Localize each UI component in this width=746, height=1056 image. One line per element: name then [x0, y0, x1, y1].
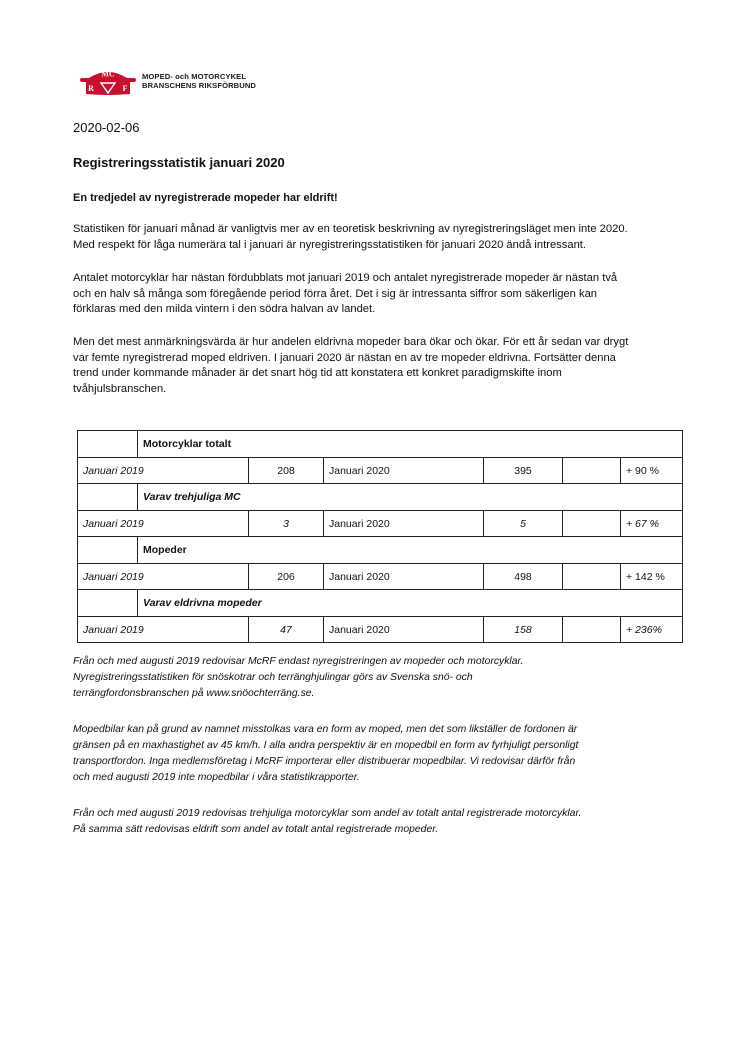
period-2019: Januari 2019	[78, 458, 249, 484]
paragraph-line: var femte nyregistrerad moped eldriven. I januari 2020 är nästan en av tre mopeder eldrivna. Fortsätter denna	[73, 351, 616, 364]
value-2020: 158	[484, 617, 563, 643]
section-label: Motorcyklar totalt	[138, 431, 683, 458]
table-section-row	[78, 537, 683, 564]
table-section-row	[78, 590, 683, 617]
empty-cell	[563, 458, 621, 484]
logo-mc: MC	[101, 69, 115, 79]
paragraph-line: förklaras med den milda vintern i den södra halvan av landet.	[73, 303, 376, 315]
value-2020: 498	[484, 564, 563, 590]
document-title: Registreringsstatistik januari 2020	[73, 155, 285, 170]
logo-f: F	[122, 84, 128, 93]
logo-r: R	[88, 84, 94, 93]
change-value: + 236%	[621, 617, 683, 643]
paragraph-line: Statistiken för januari månad är vanligtvis mer av en teoretisk beskrivning av nyregistreringsläget men inte 2020.	[73, 223, 628, 235]
document-date: 2020-02-06	[73, 120, 140, 135]
value-2019: 3	[249, 511, 324, 537]
table-cell	[78, 590, 138, 617]
value-2019: 208	[249, 458, 324, 484]
org-name	[142, 72, 256, 91]
note-line: Från och med augusti 2019 redovisas trehjuliga motorcyklar som andel av totalt antal registrerade motorcyklar.	[73, 808, 582, 819]
table-row	[78, 511, 683, 537]
table-cell	[78, 537, 138, 564]
paragraph-line: och en halv så många som föregående period förra året. Det i sig är intressanta siffror som säkerligen kan	[73, 287, 598, 300]
table-cell	[78, 484, 138, 511]
period-2019: Januari 2019	[78, 511, 249, 537]
empty-cell	[563, 617, 621, 643]
period-2020: Januari 2020	[324, 617, 484, 643]
paragraph-1	[73, 222, 683, 253]
change-value: + 90 %	[621, 458, 683, 484]
section-label: Varav eldrivna mopeder	[138, 590, 683, 617]
note-line: Nyregistreringsstatistiken för snöskotrar och terränghjulingar görs av Svenska snö- och	[73, 672, 473, 683]
table-section-row	[78, 484, 683, 511]
section-label: Varav trehjuliga MC	[138, 484, 683, 511]
value-2019: 206	[249, 564, 324, 590]
note-line: Mopedbilar kan på grund av namnet misstolkas vara en form av moped, men det som likställer de fordonen är	[73, 724, 578, 735]
note-2	[73, 722, 693, 786]
section-label: Mopeder	[138, 537, 683, 564]
period-2020: Januari 2020	[324, 564, 484, 590]
paragraph-line: Antalet motorcyklar har nästan fördubblats mot januari 2019 och antalet nyregistrerade mopeder är nästan två	[73, 272, 618, 284]
paragraph-3	[73, 335, 683, 397]
period-2019: Januari 2019	[78, 564, 249, 590]
mcrf-logo	[78, 66, 138, 98]
paragraph-line: Men det mest anmärkningsvärda är hur andelen eldrivna mopeder bara ökar och ökar. För ett år sedan var drygt	[73, 336, 629, 348]
empty-cell	[563, 564, 621, 590]
paragraph-line: tvåhjulsbranschen.	[73, 382, 167, 395]
period-2020: Januari 2020	[324, 511, 484, 537]
note-line: På samma sätt redovisas eldrift som andel av totalt antal registrerade mopeder.	[73, 824, 439, 835]
note-3	[73, 806, 693, 838]
empty-cell	[563, 511, 621, 537]
paragraph-line: Med respekt för låga numerära tal i januari är nyregistreringsstatistiken för januari 2020 ändå intressant.	[73, 238, 587, 251]
period-2020: Januari 2020	[324, 458, 484, 484]
note-line: Från och med augusti 2019 redovisar McRF endast nyregistreringen av mopeder och motorcyklar.	[73, 656, 524, 667]
table-row	[78, 458, 683, 484]
org-line2: BRANSCHENS RIKSFÖRBUND	[142, 81, 256, 91]
document-subtitle: En tredjedel av nyregistrerade mopeder har eldrift!	[73, 192, 338, 204]
note-line: gränsen på en maxhastighet av 45 km/h. I alla andra perspektiv är en mopedbil en form av fyrhjuligt personligt	[73, 740, 579, 751]
paragraph-2	[73, 271, 683, 318]
logo-band	[80, 78, 136, 82]
change-value: + 142 %	[621, 564, 683, 590]
value-2020: 395	[484, 458, 563, 484]
note-line: terrängfordonsbranschen på www.snöochterräng.se.	[73, 688, 315, 699]
note-line: och med augusti 2019 inte mopedbilar i våra statistikrapporter.	[73, 772, 360, 783]
value-2019: 47	[249, 617, 324, 643]
period-2019: Januari 2019	[78, 617, 249, 643]
note-1	[73, 654, 693, 702]
table-section-row	[78, 431, 683, 458]
org-line1: MOPED- och MOTORCYKEL	[142, 72, 247, 81]
table-row	[78, 564, 683, 590]
registration-table	[77, 430, 683, 643]
note-line: transportfordon. Inga medlemsföretag i McRF importerar eller distribuerar mopedbilar. Vi redovisar därför från	[73, 756, 576, 767]
table-cell	[78, 431, 138, 458]
paragraph-line: trend under kommande månader är det snart hög tid att konstatera ett konkret paradigmskifte inom	[73, 367, 562, 379]
table-row	[78, 617, 683, 643]
change-value: + 67 %	[621, 511, 683, 537]
value-2020: 5	[484, 511, 563, 537]
